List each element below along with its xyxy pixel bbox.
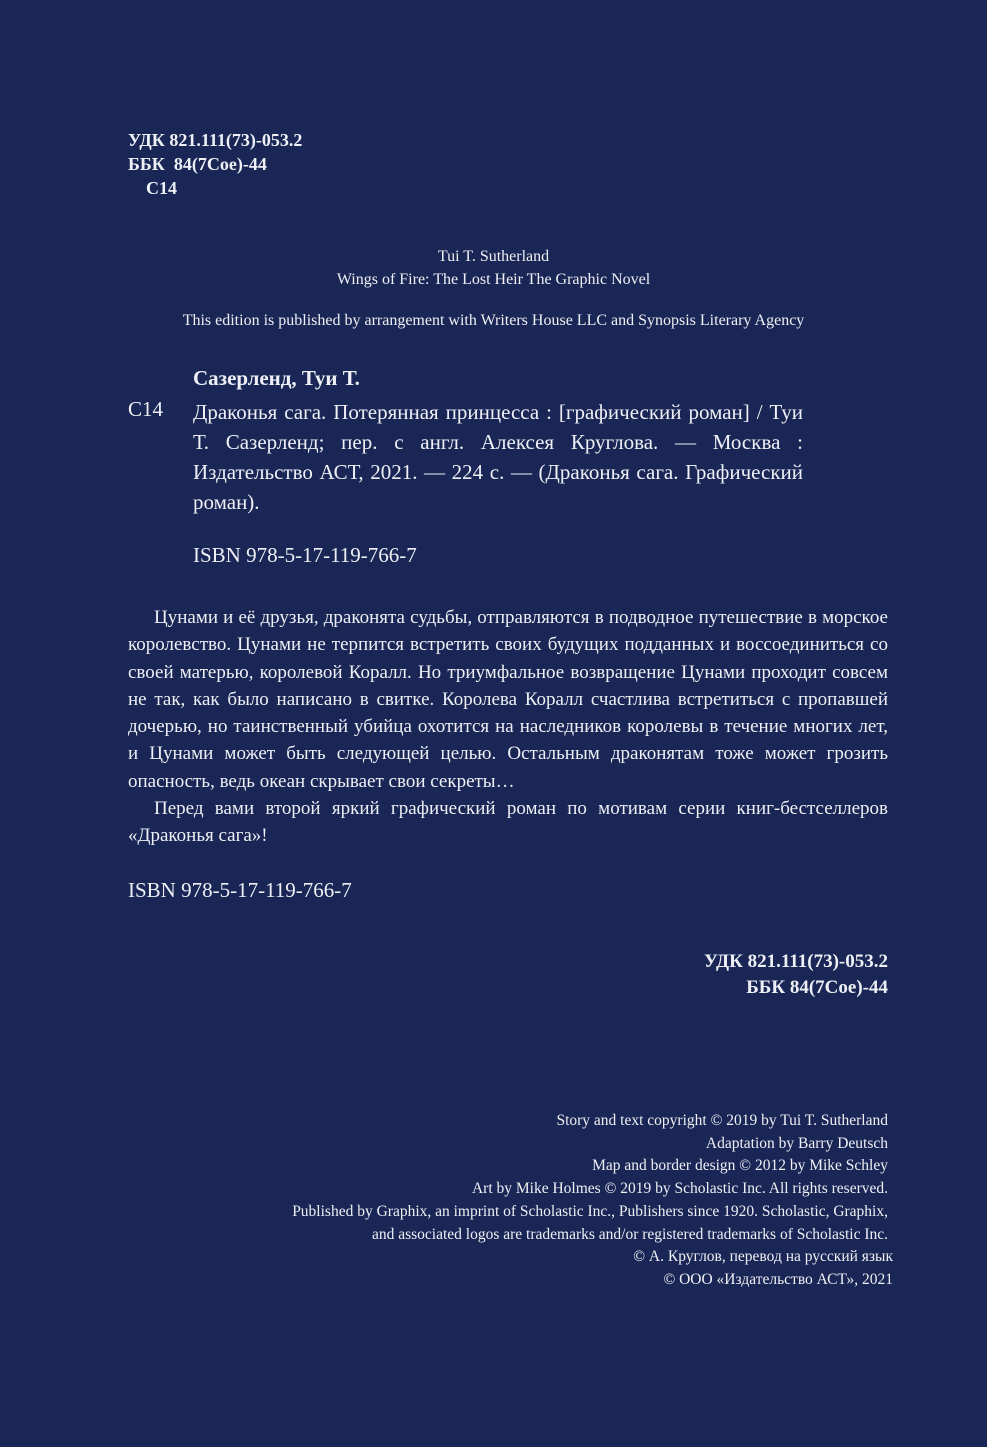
original-title-block xyxy=(0,245,987,291)
credit-line: and associated logos are trademarks and/or registered trademarks of Scholastic Inc. xyxy=(371,1225,888,1243)
isbn-bottom: ISBN 978-5-17-119-766-7 xyxy=(128,878,352,902)
original-author: Tui T. Sutherland xyxy=(437,248,550,265)
biblio-isbn: ISBN 978-5-17-119-766-7 xyxy=(193,543,417,567)
credit-line: © ООО «Издательство АСТ», 2021 xyxy=(663,1270,893,1288)
bbk-code: ББК 84(7Сое)-44 xyxy=(128,154,267,174)
bbk-code-bottom: ББК 84(7Сое)-44 xyxy=(746,977,888,998)
edition-note: This edition is published by arrangement with Writers House LLC and Synopsis Literary Agency xyxy=(182,312,805,329)
biblio-description: Драконья сага. Потерянная принцесса : [графический роман] / Туи Т. Сазерленд; пер. с англ. Алексея Круглова. — Москва : Издательство АСТ, 2021. — 224 с. — (Драконья сага. Графический роман). xyxy=(193,400,803,514)
copyright-credits xyxy=(292,1110,893,1292)
credit-line: Map and border design © 2012 by Mike Schley xyxy=(592,1157,888,1175)
original-title: Wings of Fire: The Lost Heir The Graphic Novel xyxy=(336,271,651,288)
credit-line: Published by Graphix, an imprint of Scholastic Inc., Publishers since 1920. Scholastic, Graphix, xyxy=(292,1202,888,1220)
udk-code-bottom: УДК 821.111(73)-053.2 xyxy=(703,951,888,972)
credit-line: Story and text copyright © 2019 by Tui T. Sutherland xyxy=(556,1112,888,1129)
udk-code: УДК 821.111(73)-053.2 xyxy=(128,130,303,150)
annotation xyxy=(128,604,888,850)
udk-block-top xyxy=(128,128,302,200)
credit-line: Art by Mike Holmes © 2019 by Scholastic Inc. All rights reserved. xyxy=(471,1180,888,1198)
credit-line: © А. Круглов, перевод на русский язык xyxy=(633,1248,893,1266)
udk-block-bottom xyxy=(704,949,888,1001)
biblio-code: С14 xyxy=(128,397,164,421)
author-mark: С14 xyxy=(146,178,177,198)
annotation-paragraph-2: Перед вами второй яркий графический роман по мотивам серии книг-бестселлеров «Драконья сага»! xyxy=(128,798,888,847)
biblio-author: Сазерленд, Туи Т. xyxy=(193,366,360,390)
credit-line: Adaptation by Barry Deutsch xyxy=(705,1134,888,1152)
annotation-paragraph-1: Цунами и её друзья, драконята судьбы, отправляются в подводное путешествие в морское королевство. Цунами не терпится встретить своих будущих подданных и воссоединиться со своей матерью, королевой Коралл. Но триумфальное возвращение Цунами проходит совсем не так, как было написано в свитке. Королева Коралл счастлива встретиться с пропавшей дочерью, но таинственный убийца охотится на наследников королевы в течение многих лет, и Цунами может быть следующей целью. Остальным драконятам тоже может грозить опасность, ведь океан скрывает свои секреты… xyxy=(128,607,888,792)
